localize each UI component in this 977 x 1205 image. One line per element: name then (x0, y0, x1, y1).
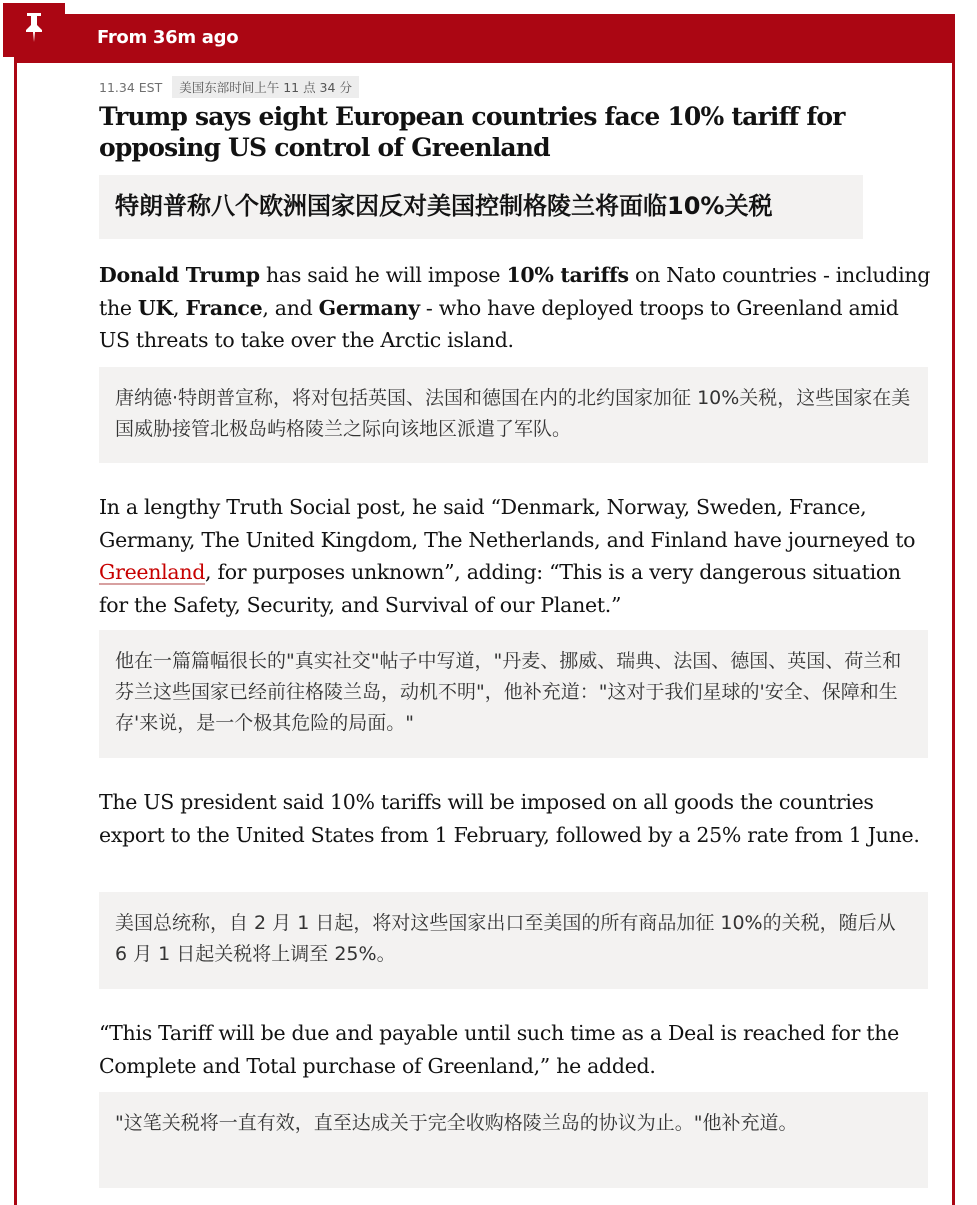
timestamp-row (99, 76, 359, 98)
pin-icon[interactable] (3, 3, 65, 57)
text-segment: has said he will impose (259, 263, 507, 287)
text-segment: , for purposes unknown”, adding: “This is a very dangerous situation for the Safety, Security, and Survival of our Planet.” (99, 560, 901, 617)
pinned-header (14, 14, 955, 63)
paragraph-1 (99, 259, 934, 357)
paragraph-4 (99, 1017, 934, 1082)
pin-glyph-icon (25, 11, 43, 43)
paragraph-4-translation: "这笔关税将一直有效，直至达成关于完全收购格陵兰岛的协议为止。"他补充道。 (99, 1092, 928, 1188)
text-segment: “This Tariff will be due and payable until such time as a Deal is reached for the Complete and Total purchase of Greenland,” he added. (99, 1021, 899, 1078)
text-segment: , (173, 295, 186, 320)
timestamp-translation: 美国东部时间上午 11 点 34 分 (172, 76, 359, 98)
paragraph-3-translation: 美国总统称，自 2 月 1 日起，将对这些国家出口至美国的所有商品加征 10%的关税，随后从 6 月 1 日起关税将上调至 25%。 (99, 892, 928, 989)
inline-link[interactable]: Greenland (99, 560, 206, 584)
pinned-time-label: From 36m ago (97, 27, 239, 48)
bold-text: UK (137, 295, 173, 320)
text-segment: The US president said 10% tariffs will be imposed on all goods the countries export to the United States from 1 February, followed by a 25% rate from 1 June. (99, 790, 920, 847)
post-headline: Trump says eight European countries face 10% tariff for opposing US control of Greenland (99, 102, 845, 162)
bold-text: Germany (318, 295, 420, 320)
timestamp: 11.34 EST (99, 79, 163, 95)
paragraph-3 (99, 786, 934, 851)
bold-text: 10% tariffs (506, 263, 629, 287)
paragraph-2-translation: 他在一篇篇幅很长的"真实社交"帖子中写道，"丹麦、挪威、瑞典、法国、德国、英国、荷兰和芬兰这些国家已经前往格陵兰岛，动机不明"，他补充道："这对于我们星球的'安全、保障和生存'来说，是一个极其危险的局面。" (99, 630, 928, 758)
text-segment: - who have deployed troops to Greenland amid US threats to take over the Arctic island. (99, 295, 899, 352)
text-segment: In a lengthy Truth Social post, he said “Denmark, Norway, Sweden, France, Germany, The United Kingdom, The Netherlands, and Finland have journeyed to (99, 495, 916, 552)
post-headline-translation: 特朗普称八个欧洲国家因反对美国控制格陵兰将面临10%关税 (99, 175, 863, 239)
bold-text: Donald Trump (99, 263, 260, 287)
paragraph-1-translation: 唐纳德·特朗普宣称，将对包括英国、法国和德国在内的北约国家加征 10%关税，这些国家在美国威胁接管北极岛屿格陵兰之际向该地区派遣了军队。 (99, 367, 928, 463)
text-segment: , and (262, 295, 319, 320)
text-segment: on Nato countries - including the (99, 263, 931, 320)
bold-text: France (185, 295, 263, 320)
paragraph-2 (99, 491, 934, 621)
live-blog-card (14, 14, 955, 1205)
